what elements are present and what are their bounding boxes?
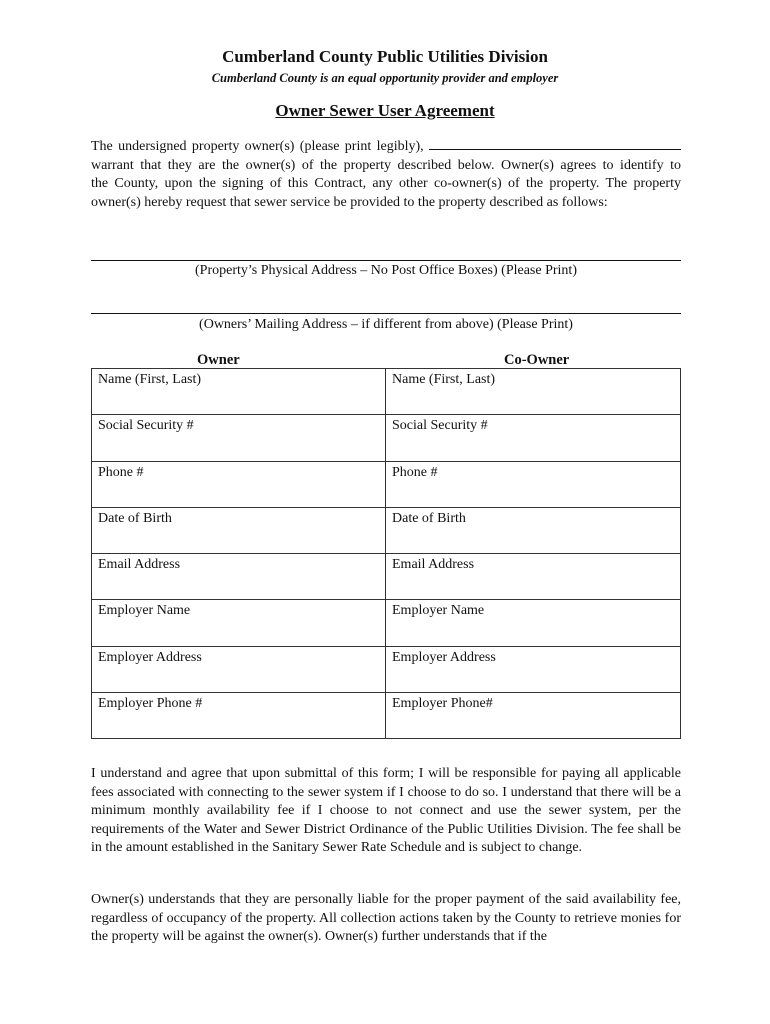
- coowner-employer-address-cell[interactable]: Employer Address: [386, 646, 681, 692]
- liability-paragraph: Owner(s) understands that they are personally liable for the proper payment of the said availability fee, regardless of occupancy of the property. All collection actions taken by the County to retrieve monies for the property will be against the owner(s). Owner(s) further understands that if the: [91, 892, 681, 944]
- owner-info-table: [91, 368, 681, 739]
- owner-employer-address-cell[interactable]: Employer Address: [92, 646, 386, 692]
- table-row: [92, 600, 681, 646]
- owner-dob-cell[interactable]: Date of Birth: [92, 507, 386, 553]
- table-row: [92, 369, 681, 415]
- coowner-phone-cell[interactable]: Phone #: [386, 461, 681, 507]
- coowner-email-cell[interactable]: Email Address: [386, 554, 681, 600]
- owner-name-blank[interactable]: [429, 137, 681, 150]
- table-row: [92, 461, 681, 507]
- fees-paragraph: I understand and agree that upon submittal of this form; I will be responsible for paying all applicable fees associated with connecting to the sewer system if I choose to do so. I understand that there will be a minimum monthly availability fee if I choose to not connect and use the sewer system, per the requirements of the Water and Sewer District Ordinance of the Public Utilities Division. The fee shall be in the amount established in the Sanitary Sewer Rate Schedule and is subject to change.: [91, 766, 681, 855]
- coowner-ssn-cell[interactable]: Social Security #: [386, 415, 681, 461]
- document-title: Owner Sewer User Agreement: [275, 101, 495, 120]
- coowner-column-heading: Co-Owner: [504, 352, 570, 368]
- coowner-dob-cell[interactable]: Date of Birth: [386, 507, 681, 553]
- physical-address-caption: (Property’s Physical Address – No Post Office Boxes) (Please Print): [195, 263, 577, 278]
- table-row: [92, 507, 681, 553]
- table-row: [92, 693, 681, 739]
- table-row: [92, 554, 681, 600]
- owner-phone-cell[interactable]: Phone #: [92, 461, 386, 507]
- equal-opportunity-statement: Cumberland County is an equal opportunity provider and employer: [211, 71, 559, 85]
- intro-line-1: The undersigned property owner(s) (please print legibly),: [91, 137, 681, 157]
- owner-email-cell[interactable]: Email Address: [92, 554, 386, 600]
- mailing-address-caption: (Owners’ Mailing Address – if different from above) (Please Print): [199, 317, 573, 332]
- owner-column-heading: Owner: [197, 352, 240, 368]
- intro-line-2: warrant that they are the owner(s) of the property described below. Owner(s) agrees to identify to: [91, 157, 681, 173]
- mailing-address-line[interactable]: [91, 313, 681, 314]
- intro-line-3: the County, upon the signing of this Contract, any other co-owner(s) of the property. The property: [91, 176, 681, 191]
- intro-line-4: owner(s) hereby request that sewer service be provided to the property described as follows:: [91, 194, 608, 210]
- organization-title: Cumberland County Public Utilities Division: [222, 47, 548, 66]
- coowner-employer-name-cell[interactable]: Employer Name: [386, 600, 681, 646]
- owner-ssn-cell[interactable]: Social Security #: [92, 415, 386, 461]
- table-row: [92, 415, 681, 461]
- coowner-employer-phone-cell[interactable]: Employer Phone#: [386, 693, 681, 739]
- owner-employer-phone-cell[interactable]: Employer Phone #: [92, 693, 386, 739]
- physical-address-line[interactable]: [91, 260, 681, 261]
- intro-paragraph: [91, 137, 681, 212]
- owner-employer-name-cell[interactable]: Employer Name: [92, 600, 386, 646]
- coowner-name-cell[interactable]: Name (First, Last): [386, 369, 681, 415]
- owner-name-cell[interactable]: Name (First, Last): [92, 369, 386, 415]
- table-row: [92, 646, 681, 692]
